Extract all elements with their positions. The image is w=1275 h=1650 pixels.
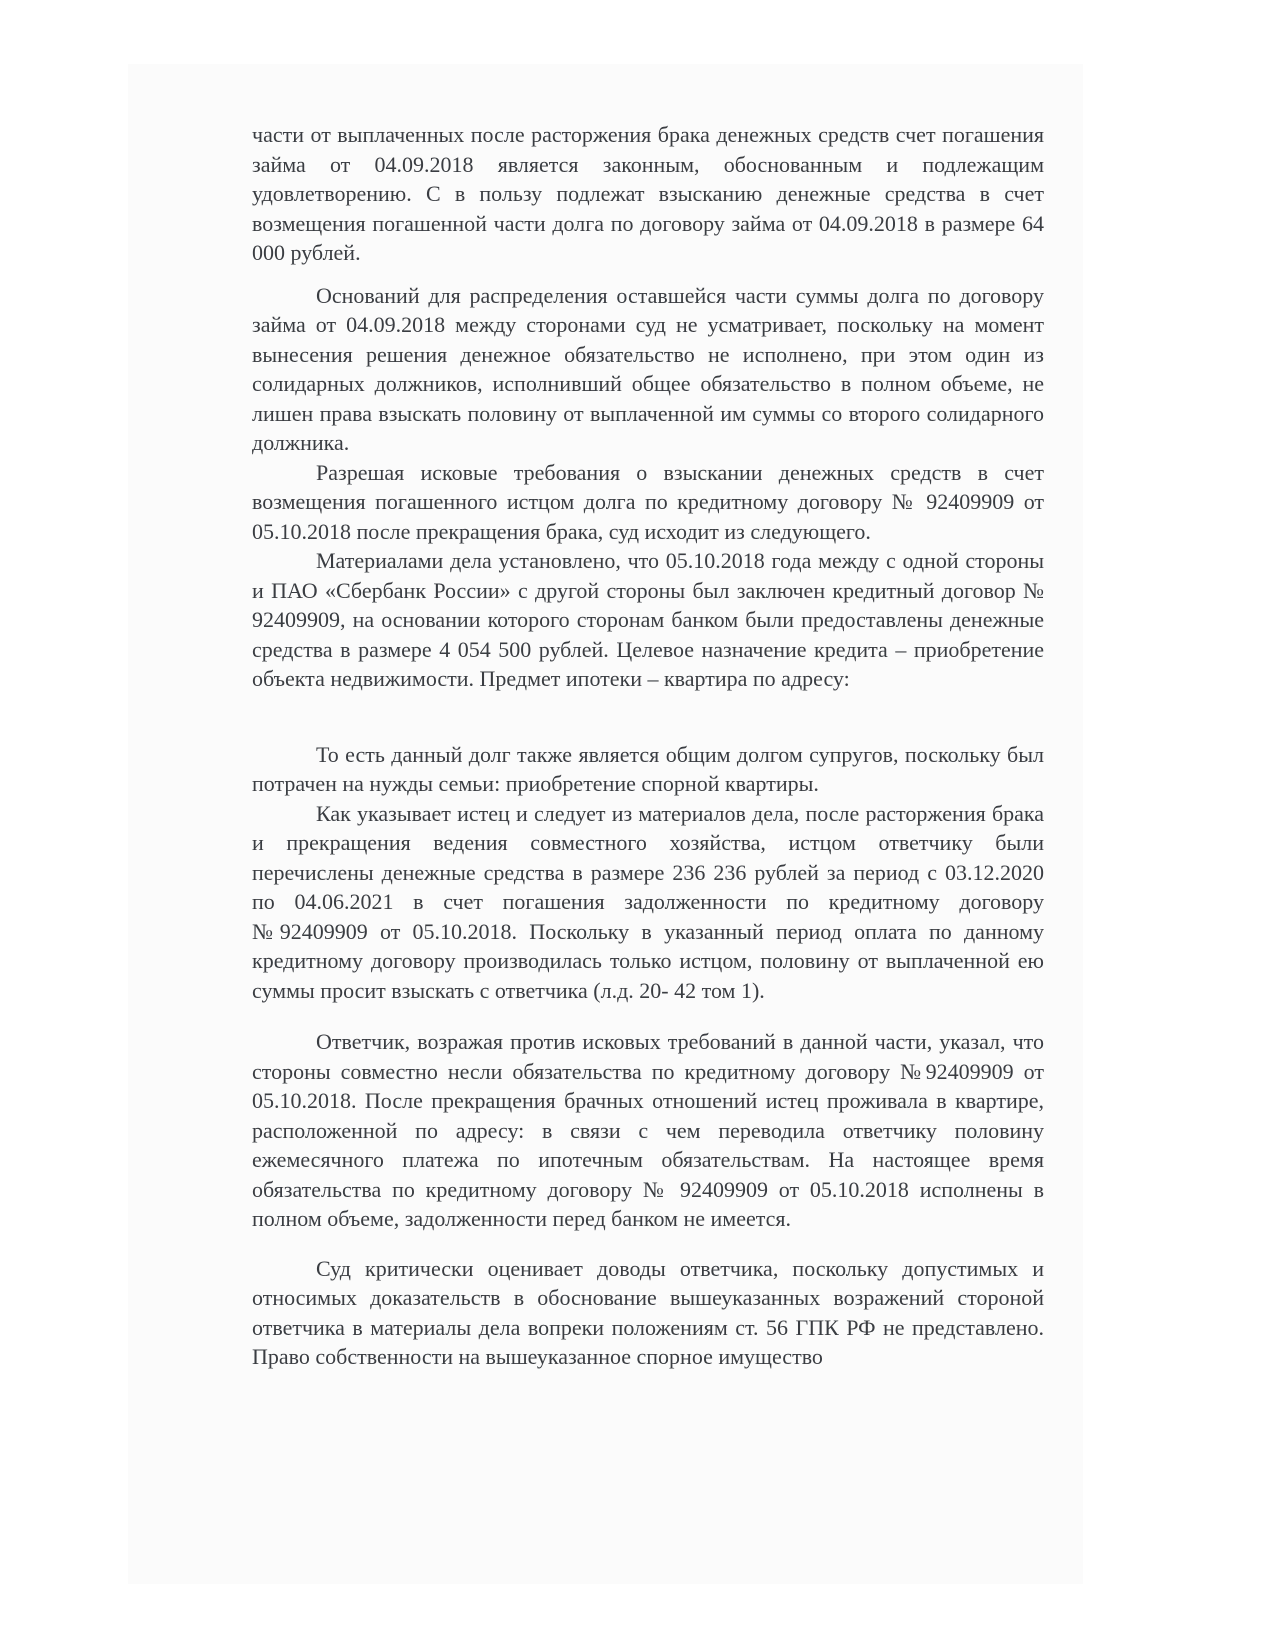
line: Оснований для распределения оставшейся части суммы долга по: [316, 282, 951, 308]
line: 42 том 1).: [674, 977, 765, 1003]
line: 03.12.2020 по 04.06.2021 в счет погашения задолженности по кредитному: [252, 859, 1044, 914]
line: части долга по договору займа от 04.09.2018 в размере 64: [493, 210, 1044, 236]
line: выплаченной им суммы со второго солидарного должника.: [252, 400, 1045, 455]
line: которого сторонам банком были предоставлены денежные средства в размере: [252, 607, 1044, 662]
line: То есть данный долг также является общим долгом супругов,: [316, 741, 899, 767]
line: стороны был заключен кредитный договор № 92409909, на основании: [252, 577, 1045, 632]
line: поскольку был потрачен на нужды семьи: приобретение спорной квартиры.: [252, 741, 1045, 796]
line: стороной ответчика в материалы дела вопреки положениям ст. 56 ГПК РФ не: [252, 1285, 1044, 1340]
line: представлено. Право собственности на вышеуказанное спорное имущество: [252, 1314, 1044, 1369]
paragraph-5: [252, 740, 1044, 799]
line: данному кредитному договору производилась только истцом, половину от: [252, 918, 1044, 973]
line: На настоящее время обязательства по кредитному договору № 92409909 от: [252, 1147, 1044, 1202]
document-body: [252, 120, 1044, 1372]
line: подлежащим удовлетворению. С в пользу: [252, 151, 1044, 206]
line: возмещения погашенного истцом долга по кредитному договору № 92409909: [252, 489, 1015, 514]
line: 4 054 500 рублей. Целевое назначение кредита – приобретение объекта: [252, 636, 1045, 691]
line: что стороны совместно несли обязательства по кредитному договору: [252, 1029, 1044, 1084]
paragraph-2: [252, 281, 1044, 458]
line: относимых доказательств в обоснование вышеуказанных возражений: [252, 1285, 945, 1310]
line: с одной стороны и ПАО «Сбербанк России» с другой: [252, 548, 1045, 603]
line: части от выплаченных после расторжения брака денежных средств счет: [252, 122, 936, 147]
line: договору займа от 04.09.2018 между сторонами суд не усматривает,: [252, 282, 1044, 337]
line: проживала в квартире, расположенной по адресу:: [252, 1088, 1044, 1143]
line: договору №92409909 от 05.10.2018. Поскольку в указанный период оплата по: [252, 889, 1044, 944]
line: погашения займа от 04.09.2018 является законным, обоснованным и: [252, 122, 1044, 177]
line: в связи с чем переводила: [542, 1117, 825, 1143]
line: исполнено, при этом один из солидарных должников, исполнивший общее: [252, 341, 1044, 396]
line: Как указывает истец и следует из материалов дела, после расторжения: [316, 800, 986, 826]
line: Разрешая исковые требования о взыскании денежных средств в счет: [316, 459, 1044, 485]
line: подлежат взысканию денежные средства в счет возмещения погашенной: [252, 181, 1044, 236]
paragraph-4: [252, 546, 1044, 694]
line: перечислены денежные средства в размере 236 236 рублей за период с: [252, 859, 937, 885]
line: №92409909 от 05.10.2018. После прекращения брачных отношений истец: [252, 1058, 1045, 1113]
paragraph-7: [252, 1027, 1044, 1234]
line: Ответчик, возражая против исковых требований в данной части, указал,: [316, 1029, 1006, 1054]
paragraph-1: [252, 120, 1044, 268]
line: недвижимости. Предмет ипотеки – квартира по адресу:: [330, 666, 850, 691]
line: Материалами дела установлено, что 05.10.2018 года между: [316, 548, 880, 573]
line: ответчику половину ежемесячного платежа по ипотечным обязательствам.: [252, 1117, 1045, 1172]
line: 000 рублей.: [252, 240, 361, 265]
paragraph-6: [252, 799, 1044, 1006]
line: брака и прекращения ведения совместного хозяйства, истцом ответчику были: [252, 800, 1045, 855]
paragraph-8: [252, 1254, 1044, 1372]
line: поскольку на момент вынесения решения денежное обязательство не: [252, 312, 1045, 367]
line: обязательство в полном объеме, не лишен права взыскать половину от: [252, 371, 1045, 426]
line: 05.10.2018 исполнены в полном объеме, задолженности перед банком не: [252, 1176, 1045, 1231]
line: выплаченной ею суммы просит взыскать с ответчика (л.д. 20-: [252, 948, 1044, 1003]
line: имеется.: [710, 1206, 792, 1231]
line: Суд критически оценивает доводы ответчика, поскольку допустимых и: [316, 1255, 1044, 1281]
line: от 05.10.2018 после прекращения брака, суд исходит из следующего.: [252, 489, 1045, 544]
paragraph-3: [252, 458, 1044, 547]
